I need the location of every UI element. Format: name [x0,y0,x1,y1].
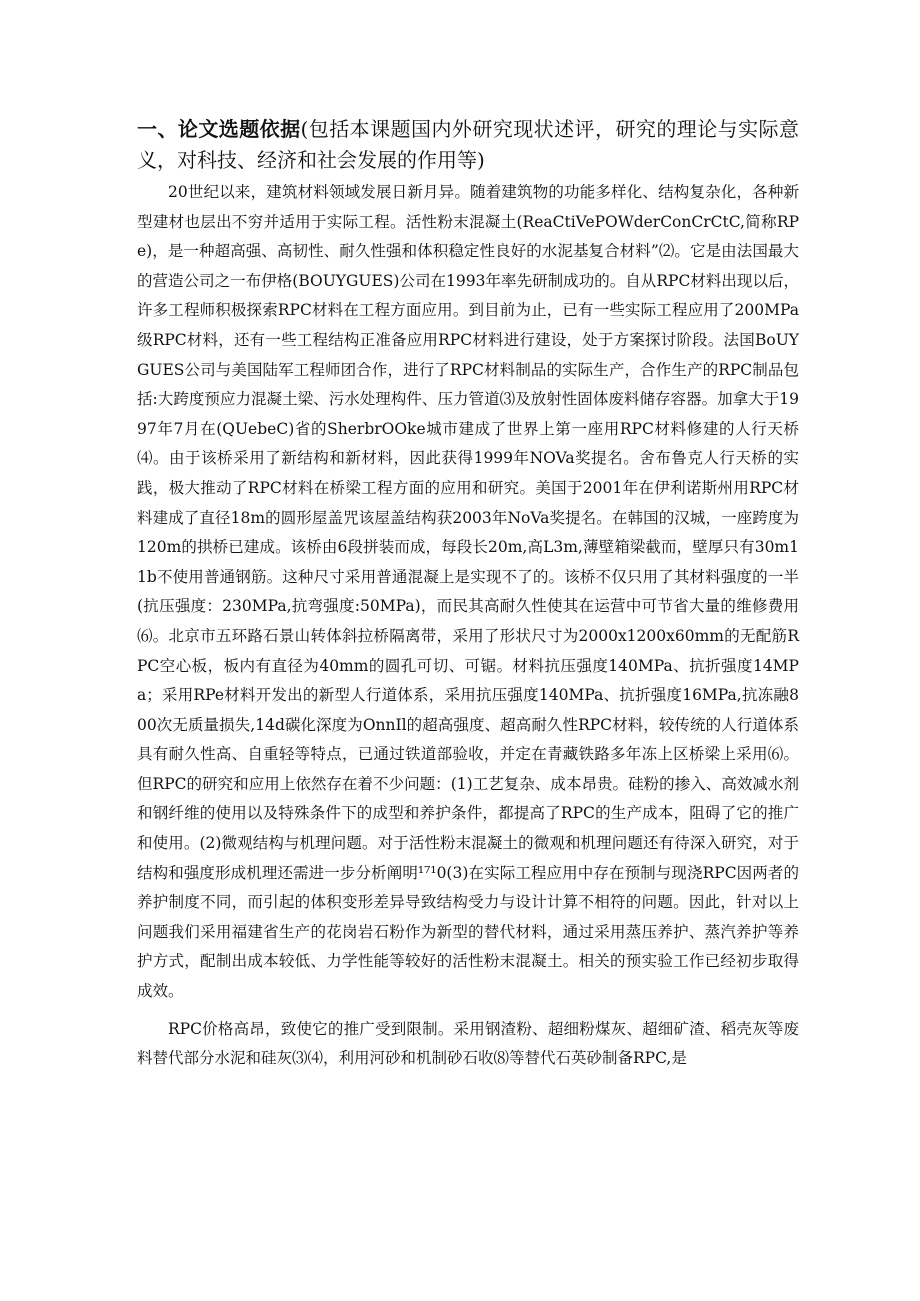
document-page [137,114,799,1074]
section-heading-lead: 一、论文选题依据 [137,117,301,141]
body-paragraph-2: RPC价格高昂，致使它的推广受到限制。采用钢渣粉、超细粉煤灰、超细矿渣、稻壳灰等废料替代部分水泥和硅灰⑶⑷，利用河砂和机制砂石收⑻等替代石英砂制备RPC,是 [137,1019,799,1068]
section-heading-note: (包括本课题国内外研究现状述评，研究的理论与实际意义，对科技、经济和社会发展的作用等) [137,117,799,172]
body-paragraph-1: 20世纪以来，建筑材料领域发展日新月异。随着建筑物的功能多样化、结构复杂化，各种新型建材也层出不穷并适用于实际工程。活性粉末混凝土(ReaCtiVePOWderConCrCtC,简称RPe)，是一种超高强、高韧性、耐久性强和体积稳定性良好的水泥基复合材料”⑵。它是由法国最大的营造公司之一布伊格(BOUYGUES)公司在1993年率先研制成功的。自从RPC材料出现以后，许多工程师积极探索RPC材料在工程方面应用。到目前为止，已有一些实际工程应用了200MPa级RPC材料，还有一些工程结构正准备应用RPC材料进行建设，处于方案探讨阶段。法国BoUYGUES公司与美国陆军工程师团合作，进行了RPC材料制品的实际生产，合作生产的RPC制品包括:大跨度预应力混凝土梁、污水处理构件、压力管道⑶及放射性固体废料储存容器。加拿大于1997年7月在(QUebeC)省的SherbrOOke城市建成了世界上第一座用RPC材料修建的人行天桥⑷。由于该桥采用了新结构和新材料，因此获得1999年NOVa奖提名。舍布鲁克人行天桥的实践，极大推动了RPC材料在桥梁工程方面的应用和研究。美国于2001年在伊利诺斯州用RPC材料建成了直径18m的圆形屋盖咒该屋盖结构获2003年NoVa奖提名。在韩国的汉城，一座跨度为120m的拱桥已建成。该桥由6段拼装而成，每段长20m,高L3m,薄壁箱梁截而，壁厚只有30m11b不使用普通钢筋。这种尺寸采用普通混凝上是实现不了的。该桥不仅只用了其材料强度的一半(抗压强度：230MPa,抗弯强度:50MPa)，而民其高耐久性使其在运营中可节省大量的维修费用⑹。北京市五环路石景山转体斜拉桥隔离带，采用了形状尺寸为2000x1200x60mm的无配筋RPC空心板，板内有直径为40mm的圆孔可切、可锯。材料抗压强度140MPa、抗折强度14MPa；采用RPe材料开发出的新型人行道体系，采用抗压强度140MPa、抗折强度16MPa,抗冻融800次无质量损失,14d碳化深度为OnnIl的超高强度、超高耐久性RPC材料，较传统的人行道体系具有耐久性高、自重轻等特点，已通过铁道部验收，并定在青藏铁路多年冻上区桥梁上采用⑹。但RPC的研究和应用上依然存在着不少问题：(1)工艺复杂、成本昂贵。硅粉的掺入、高效减水剂和钢纤维的使用以及特殊条件下的成型和养护条件，都提高了RPC的生产成本，阻碍了它的推广和使用。(2)微观结构与机理问题。对于活性粉末混凝土的微观和机理问题还有待深入研究，对于结构和强度形成机理还需进一步分析阐明¹⁷¹0(3)在实际工程应用中存在预制与现浇RPC因两者的养护制度不同，而引起的体积变形差异导致结构受力与设计计算不相符的问题。因此，针对以上问题我们采用福建省生产的花岗岩石粉作为新型的替代材料，通过采用蒸压养护、蒸汽养护等养护方式，配制出成本较低、力学性能等较好的活性粉末混凝土。相关的预实验工作已经初步取得成效。 [137,183,799,1001]
section-heading [137,114,799,176]
